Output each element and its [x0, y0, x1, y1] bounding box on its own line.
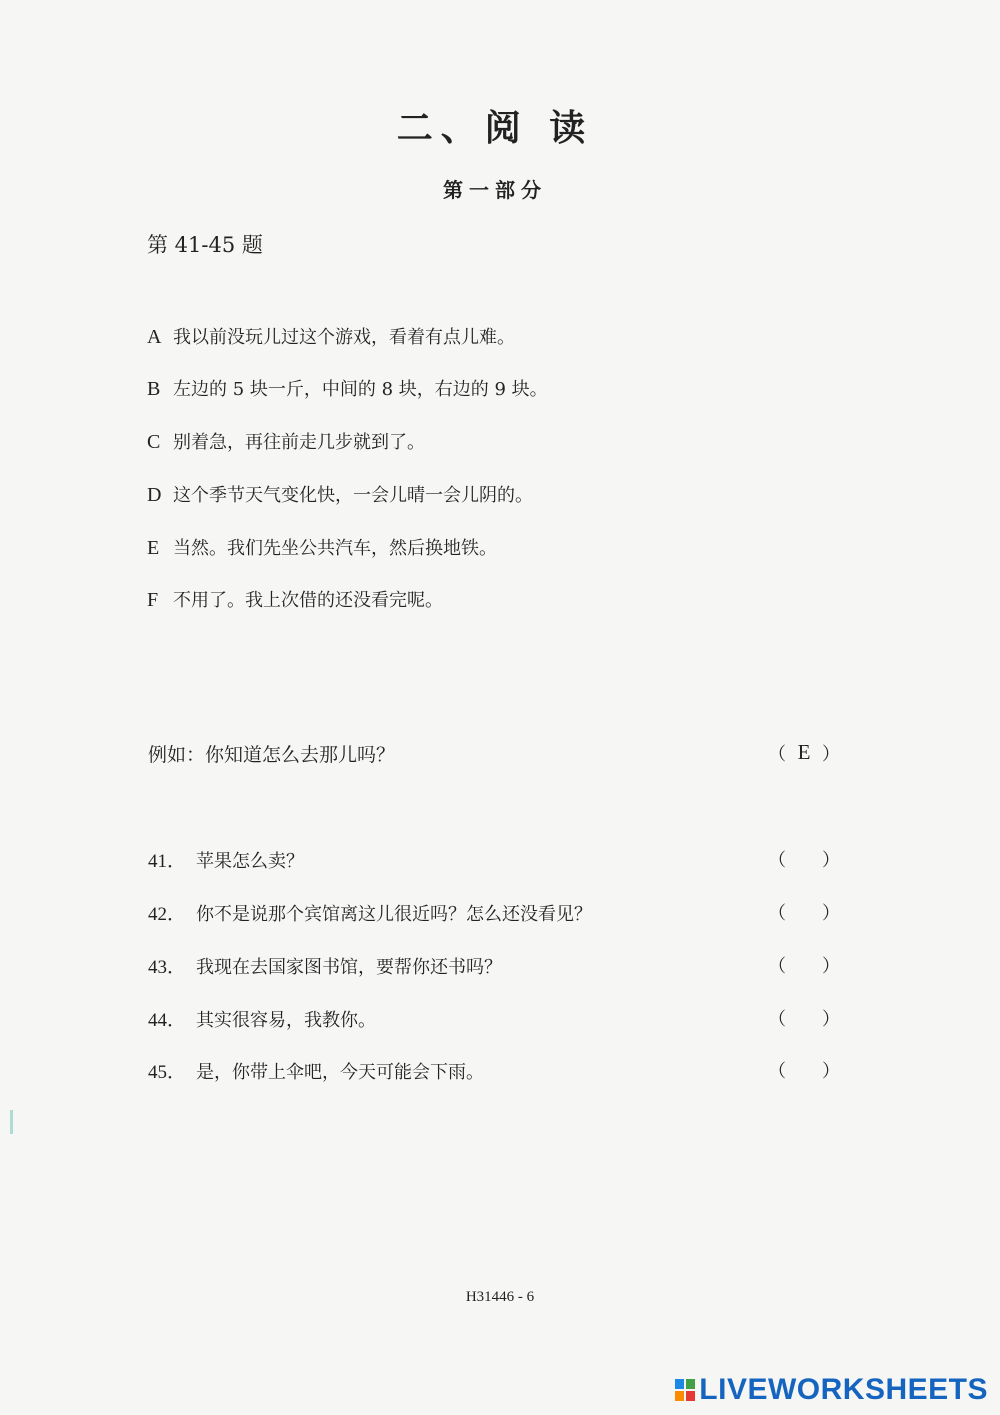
question-number: 42．: [148, 904, 187, 925]
answer-box-43[interactable]: [768, 952, 840, 978]
part-title: 第一部分: [443, 178, 547, 202]
liveworksheets-watermark: [675, 1373, 988, 1407]
open-paren: （: [768, 1009, 786, 1030]
answer-box-45[interactable]: [768, 1057, 840, 1083]
option-text: 这个季节天气变化快，一会儿晴一会儿阴的。: [173, 485, 533, 506]
watermark-text: LIVEWORKSHEETS: [699, 1373, 988, 1406]
question-range: 第 41-45 题: [147, 233, 263, 257]
answer-box-41[interactable]: [768, 846, 840, 872]
question-text: 你不是说那个宾馆离这儿很近吗？怎么还没看见？: [196, 904, 592, 925]
option-letter: F: [147, 589, 159, 611]
question-number: 45．: [148, 1062, 187, 1083]
question-43: [148, 952, 502, 979]
question-42: [148, 899, 592, 926]
question-number: 44．: [148, 1010, 187, 1031]
option-letter: D: [147, 484, 162, 506]
option-letter: E: [147, 537, 160, 559]
close-paren: ）: [822, 903, 840, 924]
option-text: 我以前没玩儿过这个游戏，看着有点儿难。: [173, 327, 515, 348]
close-paren: ）: [822, 1061, 840, 1082]
close-paren: ）: [822, 956, 840, 977]
option-text: 左边的 5 块一斤，中间的 8 块，右边的 9 块。: [173, 379, 548, 400]
option-a: [147, 323, 515, 349]
close-paren: ）: [821, 744, 840, 765]
option-text: 不用了。我上次借的还没看完呢。: [173, 590, 443, 611]
open-paren: （: [768, 744, 786, 765]
option-letter: B: [147, 378, 161, 400]
open-paren: （: [768, 956, 786, 977]
close-paren: ）: [822, 1009, 840, 1030]
option-letter: C: [147, 431, 161, 453]
open-paren: （: [768, 850, 786, 871]
option-d: [147, 481, 533, 507]
liveworksheets-logo-icon: [675, 1379, 695, 1401]
option-c: [147, 428, 425, 454]
page-footer: H31446 - 6: [465, 1289, 535, 1305]
option-letter: A: [147, 326, 162, 348]
scan-artifact: [10, 1110, 13, 1134]
open-paren: （: [768, 1061, 786, 1082]
option-b: [147, 375, 548, 401]
option-text: 当然。我们先坐公共汽车，然后换地铁。: [173, 538, 497, 559]
open-paren: （: [768, 903, 786, 924]
option-e: [147, 534, 497, 560]
answer-box-44[interactable]: [768, 1005, 840, 1031]
option-text: 别着急，再往前走几步就到了。: [173, 432, 425, 453]
question-41: [148, 846, 304, 873]
question-text: 我现在去国家图书馆，要帮你还书吗？: [196, 957, 502, 978]
question-44: [148, 1005, 376, 1032]
question-45: [148, 1057, 484, 1084]
question-text: 其实很容易，我教你。: [196, 1010, 376, 1031]
option-f: [147, 586, 443, 612]
answer-box-42[interactable]: [768, 899, 840, 925]
question-text: 是，你带上伞吧，今天可能会下雨。: [196, 1062, 484, 1083]
section-title: 二、阅 读: [396, 107, 594, 149]
question-number: 43．: [148, 957, 187, 978]
question-number: 41．: [148, 851, 187, 872]
question-text: 苹果怎么卖？: [196, 851, 304, 872]
close-paren: ）: [822, 850, 840, 871]
example-answer: E: [797, 740, 811, 764]
example-answer-box: [768, 740, 840, 766]
example-question: 例如：你知道怎么去那儿吗？: [148, 744, 396, 766]
